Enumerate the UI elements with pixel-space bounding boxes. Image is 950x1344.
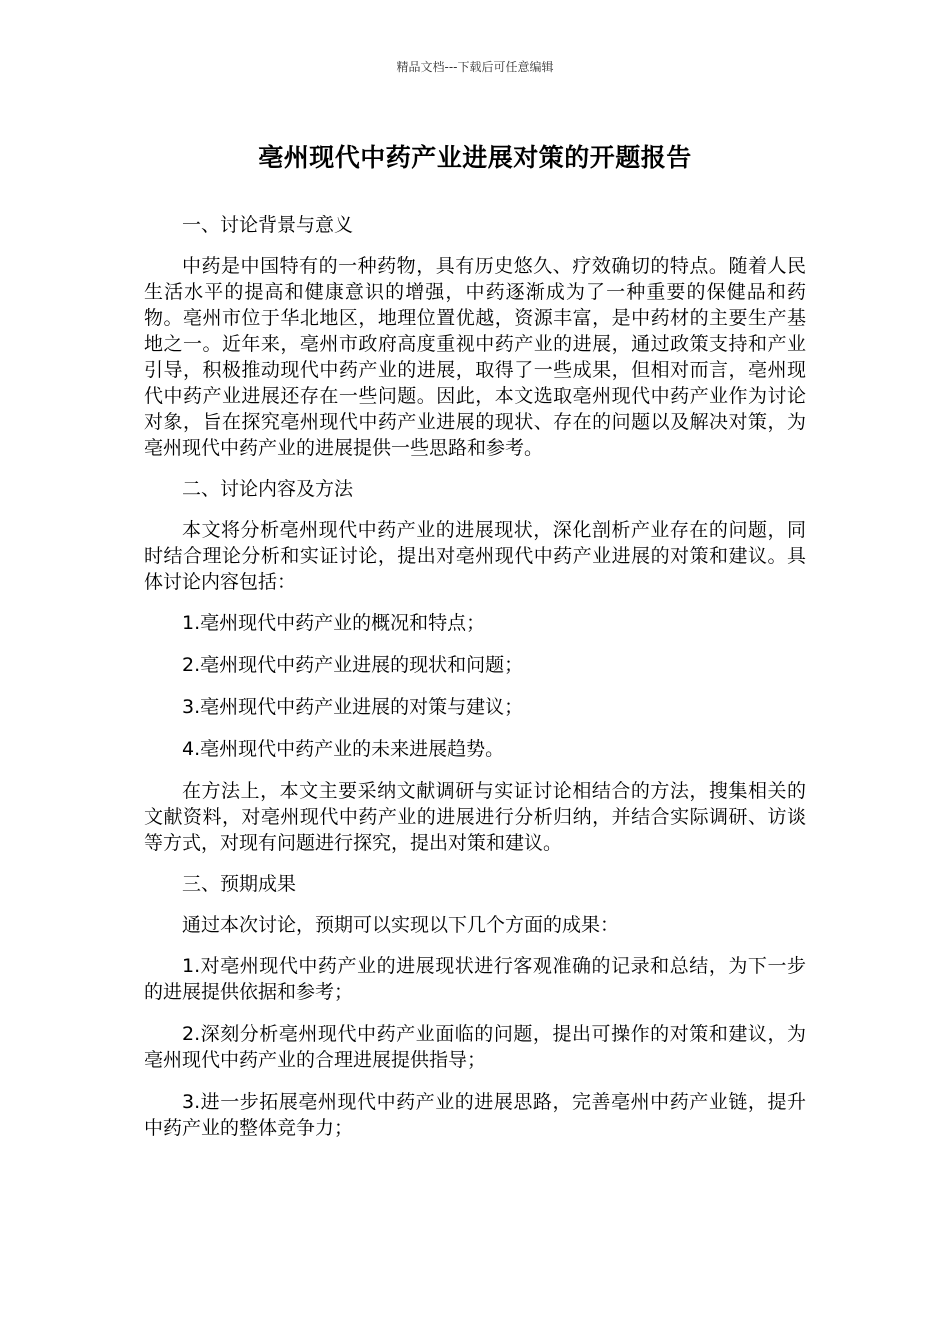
list-item: 3.进一步拓展亳州现代中药产业的进展思路，完善亳州中药产业链，提升中药产业的整体竞争力； (144, 1091, 806, 1139)
list-item: 3.亳州现代中药产业进展的对策与建议； (182, 696, 524, 718)
paragraph: 在方法上，本文主要采纳文献调研与实证讨论相结合的方法，搜集相关的文献资料，对亳州现代中药产业的进展进行分析归纳，并结合实际调研、访谈等方式，对现有问题进行探究，提出对策和建议。 (144, 780, 806, 854)
section-heading: 一、讨论背景与意义 (182, 214, 354, 236)
document-body (144, 212, 806, 1157)
paragraph: 本文将分析亳州现代中药产业的进展现状，深化剖析产业存在的问题，同时结合理论分析和实证讨论，提出对亳州现代中药产业进展的对策和建议。具体讨论内容包括： (144, 519, 806, 593)
list-item: 4.亳州现代中药产业的未来进展趋势。 (182, 738, 505, 760)
section-heading: 三、预期成果 (182, 873, 297, 895)
paragraph: 中药是中国特有的一种药物，具有历史悠久、疗效确切的特点。随着人民生活水平的提高和健康意识的增强，中药逐渐成为了一种重要的保健品和药物。亳州市位于华北地区，地理位置优越，资源丰富，是中药材的主要生产基地之一。近年来，亳州市政府高度重视中药产业的进展，通过政策支持和产业引导，积极推动现代中药产业的进展，取得了一些成果，但相对而言，亳州现代中药产业进展还存在一些问题。因此，本文选取亳州现代中药产业作为讨论对象，旨在探究亳州现代中药产业进展的现状、存在的问题以及解决对策，为亳州现代中药产业的进展提供一些思路和参考。 (144, 255, 806, 459)
list-item: 2.亳州现代中药产业进展的现状和问题； (182, 654, 524, 676)
list-item: 1.对亳州现代中药产业的进展现状进行客观准确的记录和总结，为下一步的进展提供依据和参考； (144, 955, 806, 1003)
paragraph: 通过本次讨论，预期可以实现以下几个方面的成果： (182, 914, 620, 936)
document-title: 亳州现代中药产业进展对策的开题报告 (258, 143, 692, 172)
page-header-note: 精品文档---下载后可任意编辑 (396, 60, 554, 74)
list-item: 1.亳州现代中药产业的概况和特点； (182, 612, 486, 634)
list-item: 2.深刻分析亳州现代中药产业面临的问题，提出可操作的对策和建议，为亳州现代中药产业的合理进展提供指导； (144, 1023, 806, 1071)
section-heading: 二、讨论内容及方法 (182, 478, 354, 500)
